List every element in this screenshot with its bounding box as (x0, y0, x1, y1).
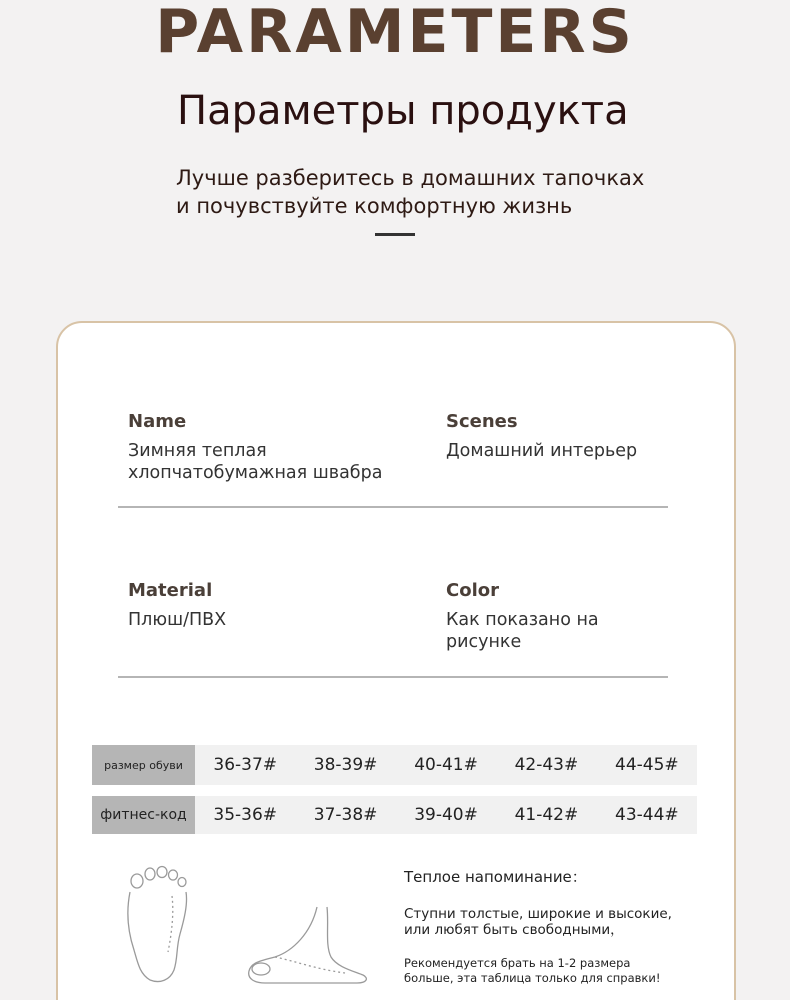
reminder-line-3: Рекомендуется брать на 1-2 размера (404, 956, 631, 970)
reminder-line-1: Ступни толстые, широкие и высокие, (404, 906, 672, 922)
size-table-row-fitness-code (92, 796, 697, 834)
param-scenes-value: Домашний интерьер (446, 441, 638, 461)
reminder-note-2 (404, 956, 660, 986)
size-cell: 44-45# (615, 755, 679, 775)
tagline (176, 164, 644, 220)
param-color-label: Color (446, 580, 499, 601)
reminder-title: Теплое напоминание： (404, 868, 587, 886)
reminder-line-4: больше, эта таблица только для справки! (404, 971, 661, 985)
reminder-note-1 (404, 906, 672, 938)
row-divider (118, 506, 668, 508)
param-name-label: Name (128, 411, 187, 432)
size-cell: 40-41# (414, 755, 478, 775)
foot-top-view-icon (120, 862, 200, 987)
page-title: PARAMETERS (155, 0, 635, 67)
size-cell: 38-39# (313, 755, 378, 775)
param-material-label: Material (128, 580, 213, 601)
param-name (128, 411, 382, 484)
section-subtitle: Параметры продукта (177, 88, 629, 134)
param-name-value-line-2: хлопчатобумажная швабра (128, 463, 383, 483)
size-row-header: фитнес-код (92, 796, 195, 834)
param-scenes-label: Scenes (446, 411, 518, 432)
param-material (128, 580, 226, 631)
size-cell: 43-44# (615, 805, 679, 825)
size-cell: 39-40# (414, 805, 478, 825)
param-color (446, 580, 599, 653)
size-cell: 35-36# (213, 805, 278, 825)
tagline-line-1: Лучше разберитесь в домашних тапочках (176, 166, 645, 190)
size-cell: 42-43# (514, 755, 579, 775)
row-divider (118, 676, 668, 678)
size-cell: 37-38# (313, 805, 378, 825)
param-color-value-line-1: Как показано на (446, 610, 599, 630)
param-name-value-line-1: Зимняя теплая (128, 441, 267, 461)
foot-side-view-icon (245, 905, 375, 985)
param-color-value-line-2: рисунке (446, 632, 522, 652)
size-table-row-shoe-size (92, 745, 697, 785)
size-cell: 36-37# (213, 755, 278, 775)
size-cell: 41-42# (514, 805, 579, 825)
size-row-header: размер обуви (92, 745, 195, 785)
title-divider (375, 233, 415, 236)
reminder-line-2: или любят быть свободными， (404, 922, 624, 938)
param-scenes (446, 411, 637, 462)
tagline-line-2: и почувствуйте комфортную жизнь (176, 194, 573, 218)
param-material-value: Плюш/ПВХ (128, 610, 227, 630)
